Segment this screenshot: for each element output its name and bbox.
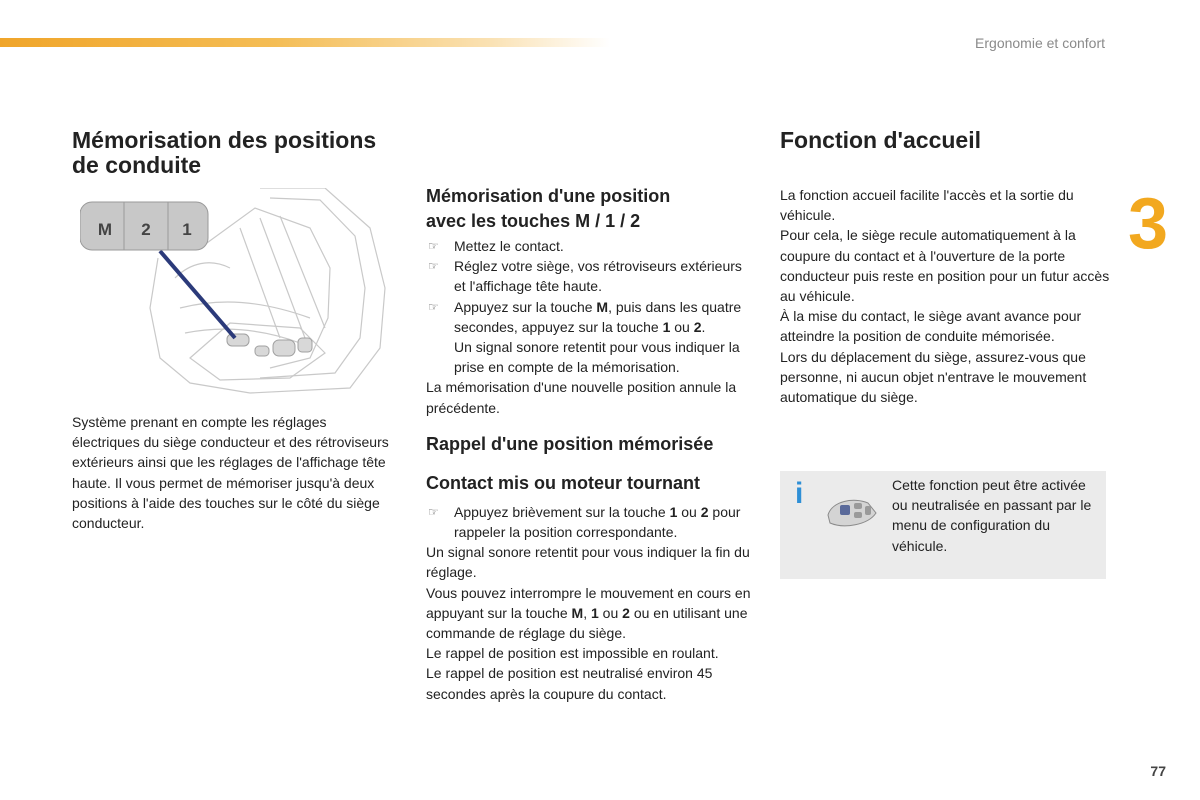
key-1: 1 (669, 503, 678, 520)
info-text: Cette fonction peut être activée ou neutralisée en passant par le menu de configuration du véhicule. (892, 477, 1092, 554)
section1-end-text: La mémorisation d'une nouvelle position annule la précédente. (426, 379, 737, 416)
bullet-hand-icon: ☞ (428, 299, 439, 314)
heading-memorisation-touches (426, 184, 756, 234)
paragraph-neutralise: Le rappel de position est neutralisé environ 45 secondes après la coupure du contact. (426, 665, 713, 702)
heading-rappel: Rappel d'une position mémorisée (426, 433, 714, 454)
page-number: 77 (1150, 763, 1166, 779)
bullet-text: Appuyez brièvement sur la touche (454, 503, 670, 520)
heading-line-1: Mémorisation d'une position (426, 186, 671, 206)
bullet-note: Un signal sonore retentit pour vous indiquer la prise en compte de la mémorisation. (454, 339, 740, 376)
seat-key-m: M (97, 220, 113, 239)
header-accent-bar (0, 38, 610, 47)
bullet-contact (426, 236, 756, 256)
chapter-title: Ergonomie et confort (975, 35, 1105, 51)
right-column (780, 128, 1110, 407)
info-icon: i (795, 477, 804, 510)
info-box (780, 471, 1106, 579)
key-2: 2 (693, 318, 702, 335)
accueil-para-2: Pour cela, le siège recule automatiquement à la coupure du contact et à l'ouverture de la porte conducteur puis reste en position pour un futur accès au véhicule. (780, 227, 1110, 305)
heading-line-2: avec les touches M / 1 / 2 (426, 211, 641, 231)
seat-caption: Système prenant en compte les réglages électriques du siège conducteur et des rétroviseurs extérieurs ainsi que les réglages de l'affichage tête haute. Il vous permet de mémoriser jusqu'à deux positions à l'aide des touches sur le côté du siège conducteur. (72, 414, 389, 532)
paragraph-signal: Un signal sonore retentit pour vous indiquer la fin du réglage. (426, 544, 750, 581)
title-line-2: de conduite (72, 152, 202, 178)
seat-memory-illustration (80, 188, 390, 398)
heading-contact-mis: Contact mis ou moteur tournant (426, 472, 700, 493)
middle-column (426, 184, 756, 704)
seat-key-1: 1 (182, 220, 192, 239)
bullet-text: . (701, 318, 706, 335)
accueil-para-3: À la mise du contact, le siège avant avance pour atteindre la position de conduite mémorisée. (780, 308, 1082, 345)
accueil-para-4: Lors du déplacement du siège, assurez-vous que personne, ni aucun objet n'entrave le mouvement automatique du siège. (780, 348, 1087, 406)
bullet-hand-icon: ☞ (428, 239, 439, 253)
steering-control-icon (824, 491, 884, 531)
seat-key-2: 2 (141, 220, 151, 239)
bullet-hand-icon: ☞ (428, 259, 439, 274)
bullet-appuyez-brievement (426, 502, 756, 542)
text: ou en utilisant une commande de réglage du siège. (426, 604, 748, 642)
bullet-appuyez-m (426, 297, 756, 378)
key-2: 2 (622, 604, 630, 621)
key-1: 1 (662, 318, 671, 335)
key-m: M (596, 298, 609, 315)
section-title-accueil: Fonction d'accueil (780, 127, 981, 153)
bullet-text: Mettez le contact. (454, 238, 564, 254)
paragraph-impossible: Le rappel de position est impossible en roulant. (426, 645, 719, 662)
section-title-memorisation (72, 128, 392, 178)
bullet-text: Réglez votre siège, vos rétroviseurs extérieurs et l'affichage tête haute. (454, 258, 742, 295)
bullet-text: pour rappeler la position correspondante. (454, 503, 741, 541)
text: , (583, 604, 591, 621)
left-column (72, 128, 392, 178)
bullet-text: Appuyez sur la touche (454, 298, 597, 315)
bullet-text: ou (670, 318, 694, 335)
bullet-reglez (426, 256, 756, 296)
accueil-para-1: La fonction accueil facilite l'accès et la sortie du véhicule. (780, 187, 1074, 224)
bullet-hand-icon: ☞ (428, 504, 439, 519)
bullet-text: ou (677, 503, 701, 520)
text: ou (598, 604, 623, 621)
key-2: 2 (700, 503, 709, 520)
bullet-text: , puis dans les quatre secondes, appuyez sur la touche (454, 298, 742, 335)
title-line-1: Mémorisation des positions (72, 127, 377, 153)
key-1: 1 (591, 604, 599, 621)
chapter-number: 3 (1128, 184, 1167, 264)
text: Vous pouvez interrompre le mouvement en cours en appuyant sur la touche (426, 584, 751, 621)
key-m: M (571, 604, 584, 621)
paragraph-interrompre (426, 583, 756, 644)
